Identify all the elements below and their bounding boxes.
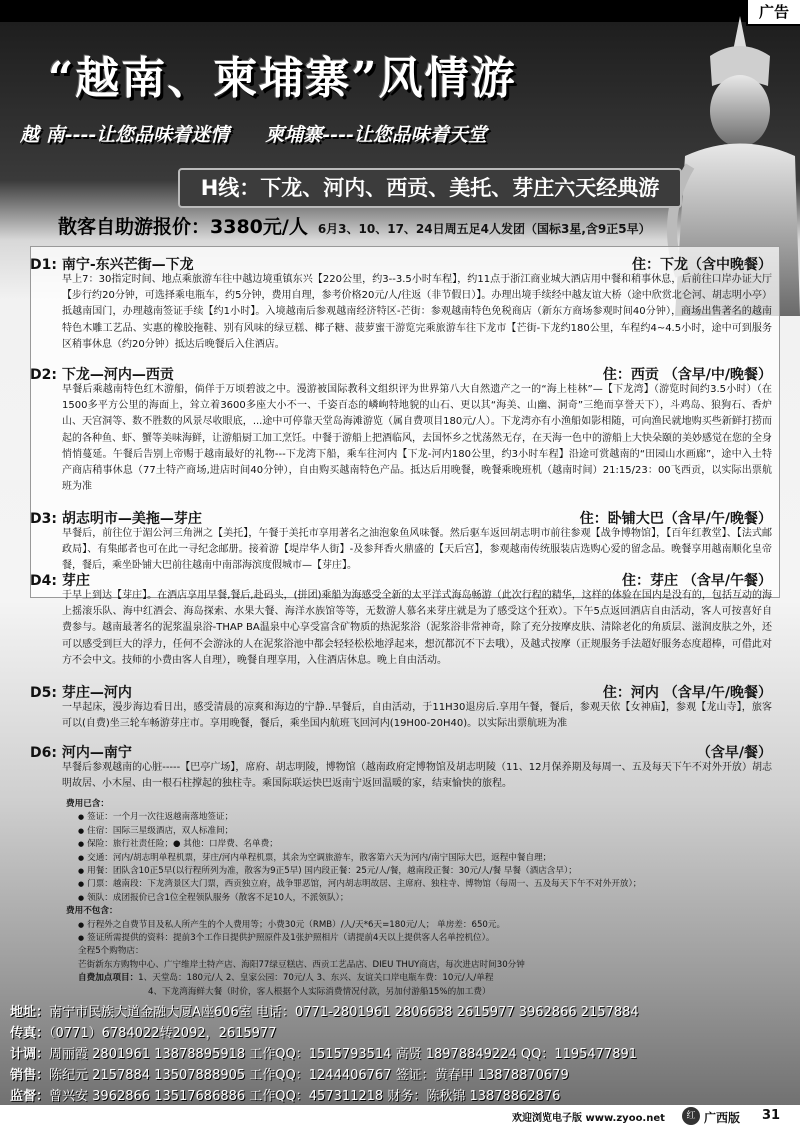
- day-title: D1: 南宁-东兴芒街—下龙: [30, 257, 194, 273]
- fee-item: ● 住宿：国际三星级酒店，双人标准间；: [78, 825, 758, 838]
- extras-line-2: 4、下龙湾海鲜大餐（时价，客人根据个人实际消费情况付款，另加付游船15%的加工费）: [148, 986, 491, 997]
- fee-item: ● 行程外之自费节目及私人所产生的个人费用等；小费30元（RMB）/人/天*6天=180元/人； 单房差：650元。: [78, 919, 758, 932]
- day-title: D3: 胡志明市—美拖—芽庄: [30, 511, 202, 527]
- day-stay: 住：卧铺大巴（含早/午/晚餐）: [579, 511, 772, 527]
- monitor-text: 曾兴安 3962866 13517686886 工作QQ：457311218 财务：陈秋锦 13878862876: [49, 1089, 561, 1104]
- contact-address: [10, 1003, 795, 1023]
- day-title: D6: 河内—南宁: [30, 745, 132, 761]
- day-description: 早餐后乘越南特色红木游船，倘佯于万顷碧波之中。漫游被国际教科文组织评为世界第八大自然遗产之一的“海上桂林”—【下龙湾】（游览时间约3.5小时）（在1500多平方公里的海面上，耸立着3600多座大小不一、千姿百态的嶙峋特地貌的山石、更以其“海美、山幽、洞奇”三绝而享誉天下），斗鸡岛、狼狗石、香炉山、天宫洞等、数不胜数的风景尽收眼底，...途中可停靠天堂岛海滩游览（属自费项目180元/人）。下龙湾亦有小渔船如影相随，可向渔民就地购买些新鲜打捞而起的各种鱼、虾、蟹等美味海鲜，让游船厨工加工烹饪。中餐于游船上把酒临风，去国怀乡之忧荡然无存，在天海一色中的游船上大快朵颐的美妙感觉在您的全身悄悄蔓延。午餐后告别上帝赐于越南最好的礼物---下龙湾下船，乘车往河内【下龙-河内180公里，约3小时车程】沿途可赏越南的“田园山水画廊”，途中入土特产商店稍事休息（77土特产商场,进店时间40分钟），自由购买越南特色产品。抵达后用晚餐，晚餐乘晚班机（越南时间）21:15/23：00飞西贡，以实际出票航班为准: [62, 384, 772, 493]
- fax-text: （0771）6784022转2092，2615977: [49, 1026, 277, 1041]
- shops-text: 芒街新东方购物中心、广宁维岸土特产店、海阳77绿豆糕店、西贡工艺品店、DIEU THUY商店，每次进店时间30分钟: [78, 959, 525, 970]
- contact-plan: [10, 1045, 795, 1065]
- brand-logo-icon: 红: [682, 1107, 700, 1125]
- fee-item: ● 用餐：团队含10正5早(以行程所列为准，散客为9正5早) 国内段正餐：25元/人/餐，越南段正餐：30元/人/餐 早餐（酒店含早）；: [78, 865, 758, 878]
- day-stay: 住：西贡 （含早/中/晚餐）: [602, 367, 772, 383]
- fee-item: ● 保险：旅行社责任险；● 其他：口岸费、名单费；: [78, 838, 758, 851]
- fee-item: ● 门票：越南段：下龙湾景区大门票，西贡独立府，战争罪恶馆，河内胡志明故居、主席府、独柱寺、博物馆（每周一、五及每天下午不对外开放）；: [78, 878, 758, 891]
- sales-label: 销售：: [10, 1068, 50, 1083]
- fees-include-title: 费用已含：: [66, 799, 109, 809]
- slogan-vietnam: 越 南----让您品味着迷情: [20, 124, 230, 146]
- main-title: “越南、柬埔寨”风情游: [48, 53, 517, 104]
- fee-item: ● 签证：一个月一次往返越南落地签证；: [78, 811, 758, 824]
- contact-monitor: [10, 1087, 795, 1107]
- price-note: 6月3、10、17、24日周五足4人发团（国标3星,含9正5早）: [317, 222, 651, 236]
- day-4: [30, 570, 778, 669]
- fee-item: ● 交通：河内/胡志明单程机票，芽庄/河内单程机票，其余为空调旅游车，散客第六天为河内/南宁国际大巴，返程中餐自理；: [78, 852, 758, 865]
- fee-item: ● 签证所需提供的资料：提前3个工作日提供护照原件及1张护照相片（请提前4天以上提供客人名单控机位）。: [78, 932, 758, 945]
- page-number: 31: [762, 1108, 781, 1123]
- day-description: 早上7：30指定时间、地点乘旅游车往中越边境重镇东兴【220公里，约3--3.5小时车程】，约11点于浙江商业城大酒店用中餐和稍事休息，后前往口岸办证大厅【步行约20分钟，可选择乘电瓶车，约5分钟，费用自理，参考价格20元/人/往返（非节假日）】。办理出境手续经中越友谊大桥（途中欣赏北仑河、胡志明小亭）抵越南国门，办理越南签证手续【约1小时】。入境越南后参观越南经济特区-芒街：参观越南特色免税商店（新东方商场参观时间40分钟），商场出售著名的越南特色木雕工艺品、实惠的橡胶拖鞋、别有风味的绿豆糕、椰子糖、菠萝蜜干游览完乘旅游车往下龙市【芒街-下龙约180公里，车程约4~4.5小时，途中可到服务区稍事休息（约20分钟）抵达后晚餐后入住酒店。: [62, 274, 772, 350]
- extras-line-1: 1、天堂岛：180元/人 2、皇家公园：70元/人 3、东兴、友谊关口岸电瓶车费：10元/人/单程: [138, 973, 494, 984]
- day-stay: 住：河内 （含早/午/晚餐）: [602, 685, 772, 701]
- contact-fax: [10, 1024, 795, 1044]
- shops-title: 全程5个购物店：: [78, 946, 144, 957]
- day-title: D4: 芽庄: [30, 573, 90, 589]
- day-5: [30, 682, 778, 732]
- plan-text: 周丽霞 2801961 13878895918 工作QQ：1515793514 高贤 18978849224 QQ：1195477891: [49, 1047, 638, 1062]
- day-stay: 住：芽庄 （含早/午餐）: [622, 573, 772, 589]
- price-line: [58, 212, 651, 239]
- day-title: D5: 芽庄—河内: [30, 685, 132, 701]
- extras-title: 自费加点项目：: [78, 973, 139, 984]
- footer-bar: [0, 1105, 800, 1127]
- plan-label: 计调：: [10, 1047, 50, 1062]
- sales-text: 陈纪元 2157884 13507888905 工作QQ：1244406767 签证：黄春甲 13878870679: [49, 1068, 569, 1083]
- day-2: [30, 364, 778, 495]
- address-text: 南宁市民族大道金融大厦A座606室 电话：0771-2801961 2806638 2615977 3962866 2157884: [49, 1005, 639, 1020]
- fees-exclude-title: 费用不包含：: [66, 906, 118, 917]
- contact-sales: [10, 1066, 795, 1086]
- monitor-label: 监督：: [10, 1089, 50, 1104]
- fee-item: ● 领队：成团报价已含1位全程领队服务（散客不足10人，不派领队）；: [78, 892, 758, 905]
- route-title: H线：下龙、河内、西贡、美托、芽庄六天经典游: [200, 176, 660, 200]
- edition-label: 广西版: [704, 1111, 741, 1125]
- day-1: [30, 254, 778, 353]
- slogan-cambodia: 柬埔寨----让您品味着天堂: [265, 124, 487, 146]
- day-3: [30, 508, 778, 575]
- day-description: 一早起床，漫步海边看日出，感受清晨的凉爽和海边的宁静..早餐后，自由活动，于11H30退房后.享用午餐，餐后，参观天依【女神庙】，参观【龙山寺】，旅客可以(自费)坐三轮车畅游芽庄市。享用晚餐，餐后，乘坐国内航班飞回河内(19H00-20H40)。以实际出票航班为准: [62, 702, 772, 730]
- day-title: D2: 下龙—河内—西贡: [30, 367, 174, 383]
- route-banner: [178, 168, 682, 208]
- day-description: 于早上到达【芽庄】。在酒店享用早餐,餐后,赴码头，(拼团)乘船为海感受全新的太平洋式海岛畅游（此次行程的精华，这样的体验在国内是没有的，包括互动的海上摇滚乐队、海中红酒会、海岛探索、水果大餐、海洋水族馆等等，无数游人慕名来芽庄就是为了感受这个狂欢）。下午5点返回酒店自由活动，客人可按喜好自费参与。越南最著名的泥浆温泉浴-THAP BA温泉中心享受富含矿物质的热泥浆浴（泥浆浴非常神奇，除了充分按摩皮肤、清除老化的角质层、滋润皮肤之外，还可以感受到巨大的浮力，任何不会游泳的人在泥浆浴池中都会轻轻松松地浮起来，想沉都沉不下去哦），及越式按摩（正规服务手法超好服务态度超棒，可借此对方不会中文。技师的小费由客人自理），晚餐自理享用，入住酒店休息。晚上自由活动。: [62, 590, 772, 666]
- footer-site-link[interactable]: 欢迎浏览电子版 www.zyoo.net: [512, 1113, 665, 1124]
- price-main: 散客自助游报价：3380元/人: [58, 216, 308, 238]
- day-description: 早餐后参观越南的心脏-----【巴亭广场】，席府、胡志明陵，博物馆（越南政府定博物馆及胡志明陵（11、12月保养期及每周一、五及每天下午不对外开放）胡志明故居、小木屋、由一根石柱撑起的独柱寺。乘国际联运快巴返南宁返回温暖的家，结束愉快的旅程。: [62, 762, 772, 790]
- ad-label: 广告: [746, 0, 800, 26]
- slogan-line: [20, 120, 523, 147]
- address-label: 地址：: [10, 1005, 50, 1020]
- day-stay: （含早/餐）: [696, 745, 772, 761]
- day-stay: 住：下龙（含中晚餐）: [632, 257, 772, 273]
- day-6: [30, 742, 778, 792]
- day-description: 早餐后，前往位于湄公河三角洲之【美托】，午餐于美托市享用著名之油泡象鱼风味餐。然后驱车返回胡志明市前往参观【战争博物馆】，【百年红教堂】、【法式邮政局】、有集邮者也可在此一寻纪念邮册。接着游【堤岸华人街】-及参拜香火鼎盛的【天后宫】，参观越南传统服装店选购心爱的留念品。晚餐享用越南顺化皇帝餐，餐后，乘坐卧铺大巴前往越南中南部海滨度假城市—【芽庄】。: [62, 528, 772, 572]
- fees-section: [66, 798, 758, 999]
- fax-label: 传真：: [10, 1026, 50, 1041]
